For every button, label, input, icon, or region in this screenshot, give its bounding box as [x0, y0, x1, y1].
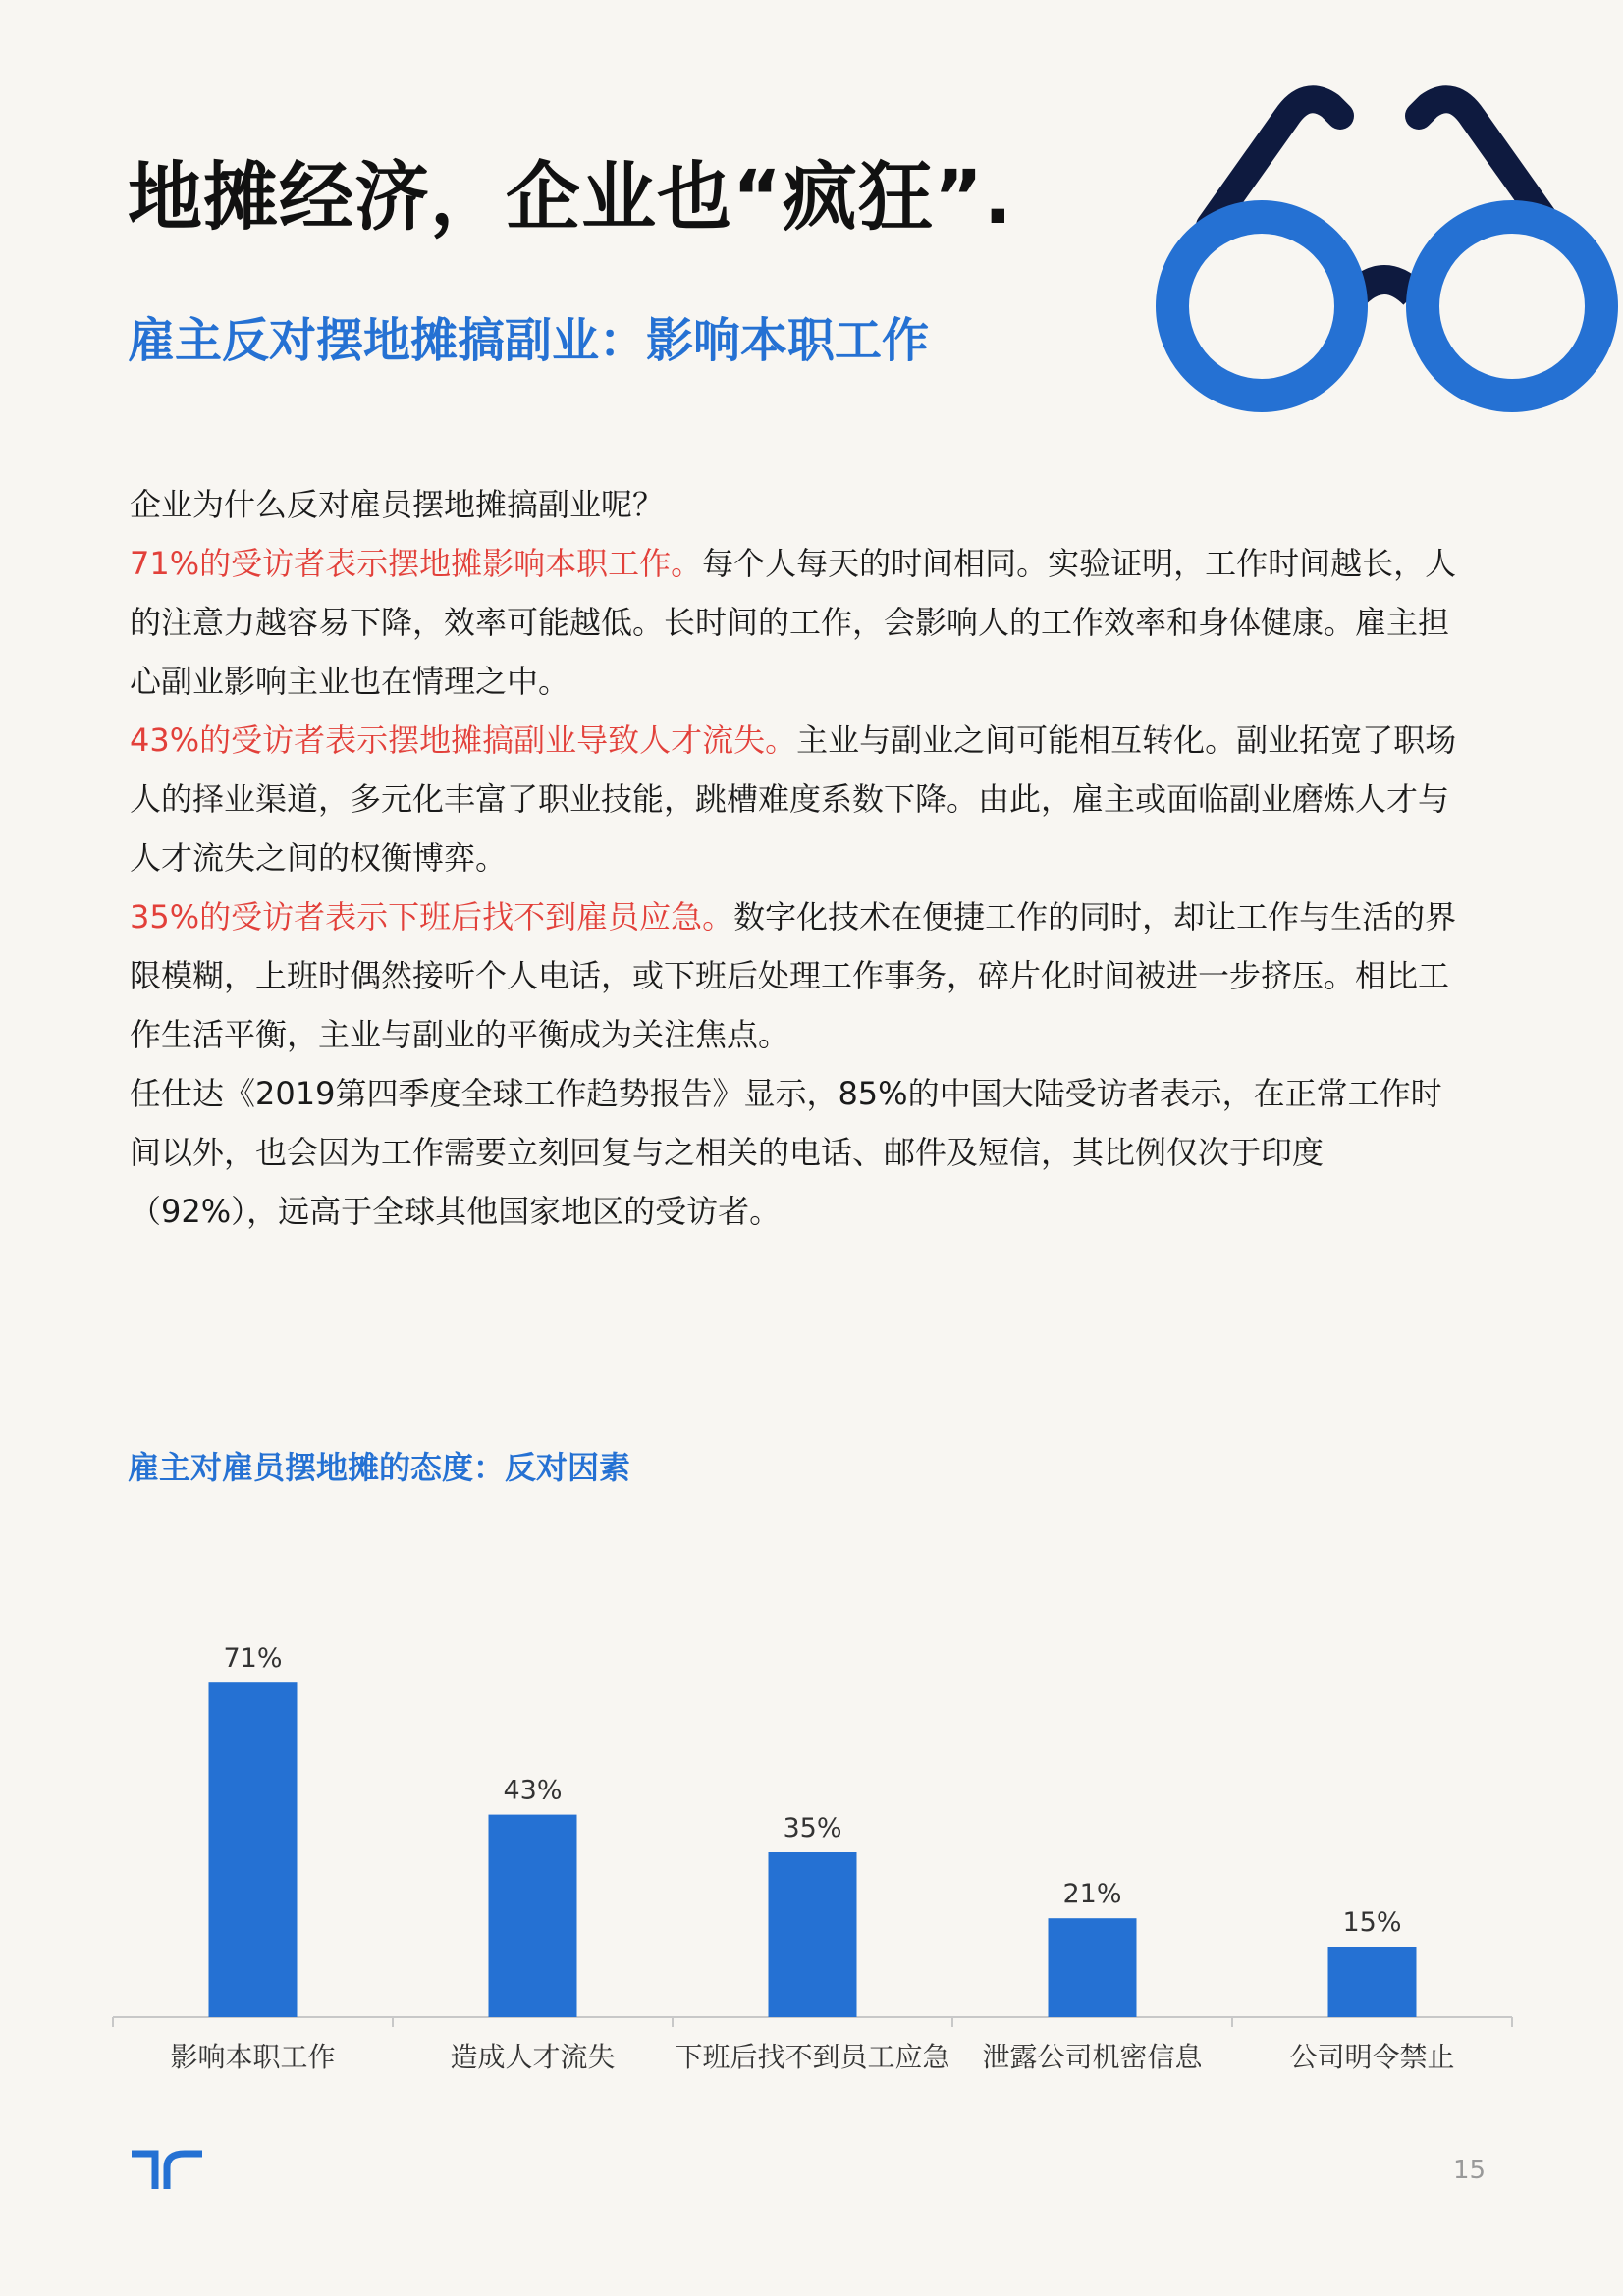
category-label: 泄露公司机密信息: [982, 2041, 1203, 2073]
bar: [769, 1852, 857, 2017]
paragraph: [130, 711, 1465, 887]
data-label: 35%: [783, 1813, 842, 1843]
data-label: 43%: [503, 1775, 563, 1806]
page-number: 15: [1453, 2156, 1487, 2185]
bar: [489, 1815, 577, 2017]
bar: [1328, 1947, 1417, 2017]
randstad-logo-icon: [128, 2150, 206, 2193]
chart-title: 雇主对雇员摆地摊的态度：反对因素: [128, 1449, 631, 1486]
paragraph-text: 每个人每天的时间相同。实验证明，工作时间越长，人的注意力越容易下降，效率可能越低。长时间的工作，会影响人的工作效率和身体健康。雇主担心副业影响主业也在情理之中。: [130, 545, 1457, 700]
paragraph-text: 数字化技术在便捷工作的同时，却让工作与生活的界限模糊，上班时偶然接听个人电话，或下班后处理工作事务，碎片化时间被进一步挤压。相比工作生活平衡，主业与副业的平衡成为关注焦点。: [130, 898, 1457, 1053]
highlight-text: 71%的受访者表示摆地摊影响本职工作。: [130, 545, 703, 582]
category-label: 造成人才流失: [450, 2041, 616, 2073]
page-title: 地摊经济，企业也“疯狂”.: [128, 153, 1013, 240]
category-label: 影响本职工作: [170, 2041, 336, 2073]
paragraph-text: 任仕达《2019第四季度全球工作趋势报告》显示，85%的中国大陆受访者表示，在正常工作时间以外，也会因为工作需要立刻回复与之相关的电话、邮件及短信，其比例仅次于印度（92%），远高于全球其他国家地区的受访者。: [130, 1075, 1442, 1230]
highlight-text: 35%的受访者表示下班后找不到雇员应急。: [130, 898, 734, 935]
bar-chart: [98, 1610, 1532, 2101]
body-text: [130, 475, 1465, 1241]
paragraph-text: 主业与副业之间可能相互转化。副业拓宽了职场人的择业渠道，多元化丰富了职业技能，跳槽难度系数下降。由此，雇主或面临副业磨炼人才与人才流失之间的权衡博弈。: [130, 721, 1457, 877]
bar: [1049, 1918, 1137, 2017]
category-label: 公司明令禁止: [1289, 2041, 1455, 2073]
paragraph: [130, 1064, 1465, 1241]
highlight-text: 43%的受访者表示摆地摊搞副业导致人才流失。: [130, 721, 797, 759]
data-label: 15%: [1342, 1907, 1402, 1938]
paragraph: [130, 534, 1465, 711]
paragraph: [130, 475, 1465, 534]
paragraph-text: 企业为什么反对雇员摆地摊搞副业呢？: [130, 486, 665, 523]
bar: [209, 1682, 298, 2017]
data-label: 21%: [1062, 1879, 1122, 1910]
category-label: 下班后找不到员工应急: [675, 2041, 950, 2073]
data-label: 71%: [223, 1643, 283, 1675]
page-subtitle: 雇主反对摆地摊搞副业：影响本职工作: [128, 313, 930, 368]
glasses-icon: [1149, 49, 1620, 422]
paragraph: [130, 887, 1465, 1064]
